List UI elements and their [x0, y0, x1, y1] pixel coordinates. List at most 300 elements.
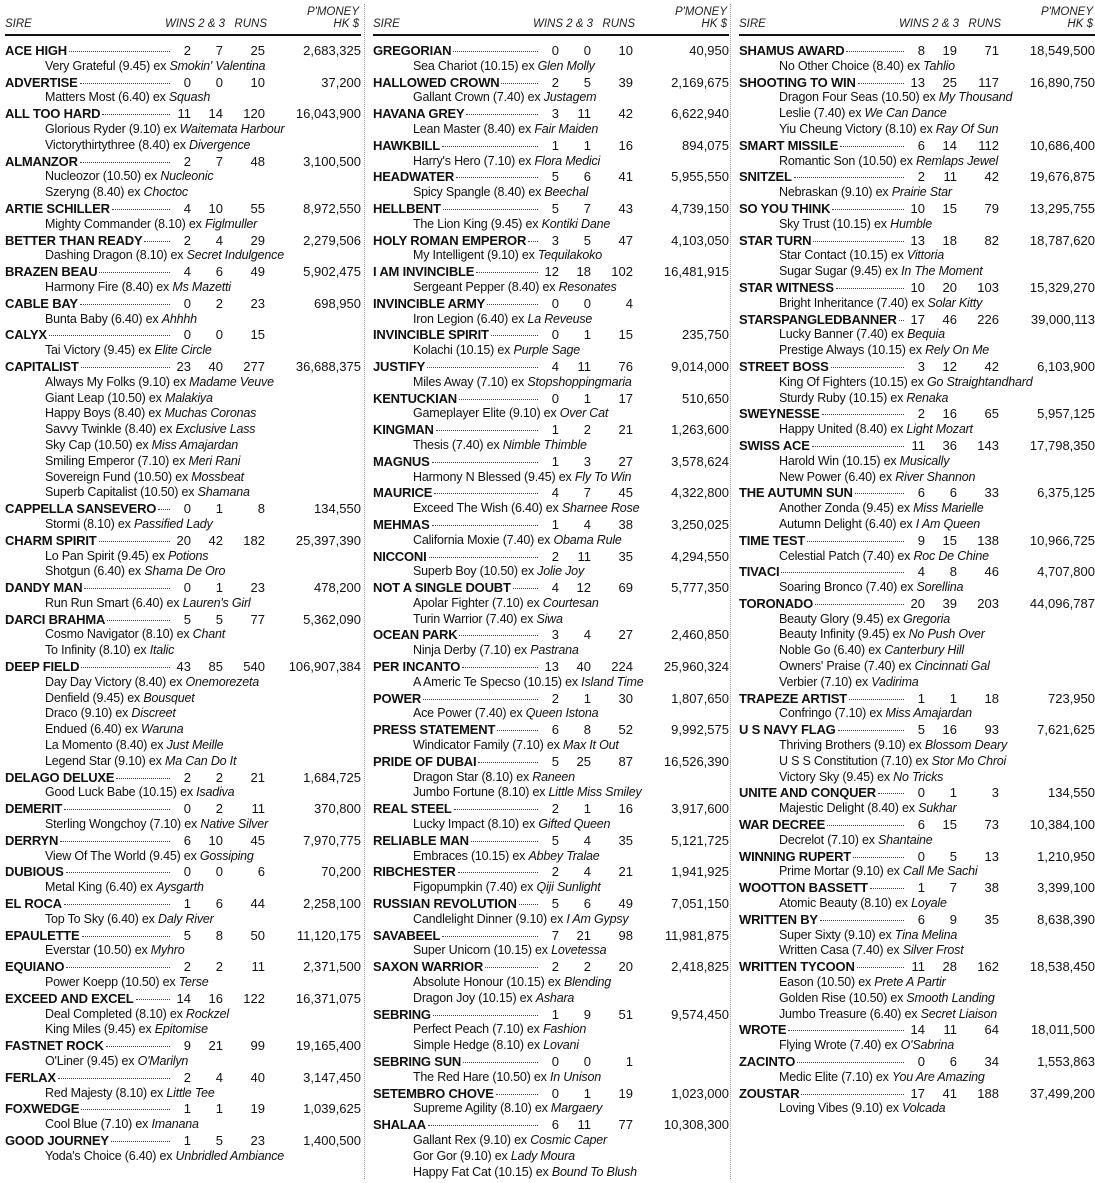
sire-2-and-3: 85	[208, 659, 223, 675]
sire-name: SNITZEL	[739, 169, 792, 185]
progeny-dam: Purple Sage	[513, 343, 581, 358]
progeny-dam: Sharnee Rose	[561, 501, 640, 516]
header-wins: WINS	[532, 18, 563, 30]
progeny-dam: Resonates	[558, 279, 617, 294]
dot-leader	[855, 493, 904, 494]
sire-wins: 11	[177, 106, 191, 122]
sire-name: ZACINTO	[739, 1054, 796, 1069]
progeny-row	[5, 675, 361, 691]
sire-row	[5, 928, 361, 944]
dot-leader	[813, 241, 904, 242]
sire-runs: 35	[618, 548, 633, 564]
progeny-row	[739, 327, 1095, 343]
sire-runs: 23	[250, 1132, 265, 1148]
sire-wins: 0	[551, 295, 559, 311]
header-runs: RUNS	[602, 18, 635, 30]
sire-prizemoney: 1,263,600	[671, 422, 729, 438]
sire-prizemoney: 19,165,400	[295, 1038, 361, 1054]
sire-prizemoney: 15,329,270	[1029, 279, 1095, 295]
progeny-row	[5, 738, 361, 754]
sire-row	[373, 138, 729, 154]
progeny-dam: Lauren's Girl	[182, 595, 251, 610]
progeny-dam: Stor Mo Chroi	[931, 753, 1007, 768]
sire-wins: 2	[551, 74, 559, 90]
sire-wins: 2	[917, 169, 925, 185]
sire-wins: 0	[551, 1085, 559, 1101]
sire-prizemoney: 37,499,200	[1029, 1085, 1095, 1101]
sire-name: SETEMBRO CHOVE	[373, 1085, 494, 1101]
progeny-row	[373, 785, 729, 801]
progeny-name: Decrelot (7.10) ex	[779, 832, 879, 847]
sire-2-and-3: 8	[583, 722, 591, 738]
sire-2-and-3: 1	[583, 390, 591, 406]
sire-row	[373, 627, 729, 643]
dot-leader	[442, 146, 538, 147]
sire-2-and-3: 0	[583, 295, 591, 311]
table-column-3	[739, 4, 1095, 1117]
sire-runs: 38	[618, 516, 633, 532]
sire-row	[5, 1038, 361, 1054]
progeny-name: Dashing Dragon (8.10) ex	[45, 248, 187, 263]
progeny-row	[373, 312, 729, 328]
sire-row	[373, 754, 729, 770]
sire-row	[373, 454, 729, 470]
progeny-dam: Secret Indulgence	[186, 248, 284, 263]
dot-leader	[434, 493, 538, 494]
sire-prizemoney: 10,308,300	[663, 1117, 729, 1133]
progeny-dam: Renaka	[906, 390, 949, 405]
sire-runs: 16	[618, 801, 633, 817]
dot-leader	[870, 888, 904, 889]
progeny-row	[5, 643, 361, 659]
sire-name: SMART MISSILE	[739, 137, 839, 153]
sire-wins: 23	[176, 358, 191, 374]
progeny-row	[739, 833, 1095, 849]
sire-2-and-3: 6	[215, 896, 223, 912]
progeny-dam: Discreet	[131, 706, 176, 721]
sire-name: ADVERTISE	[5, 74, 78, 90]
progeny-name: The Red Hare (10.50) ex	[413, 1069, 550, 1084]
sire-name: PER INCANTO	[373, 659, 461, 675]
sire-runs: 50	[250, 927, 265, 943]
progeny-name: Sovereign Fund (10.50) ex	[45, 469, 192, 484]
sire-prizemoney: 18,538,450	[1029, 959, 1095, 975]
progeny-dam: Muchas Coronas	[164, 406, 257, 421]
progeny-row	[739, 1007, 1095, 1023]
progeny-dam: Lady Moura	[510, 1148, 575, 1163]
sire-prizemoney: 510,650	[682, 390, 729, 406]
sire-row	[5, 801, 361, 817]
progeny-dam: Ma Can Do It	[164, 753, 237, 768]
sire-prizemoney: 8,638,390	[1037, 911, 1095, 927]
sire-prizemoney: 36,688,375	[295, 358, 361, 374]
sire-wins: 6	[917, 485, 925, 501]
sire-runs: 51	[618, 1006, 633, 1022]
progeny-name: Prime Mortar (9.10) ex	[779, 864, 903, 879]
sire-runs: 48	[250, 153, 265, 169]
header-2-and-3: 2 & 3	[566, 18, 593, 30]
progeny-name: Majestic Delight (8.40) ex	[779, 801, 919, 816]
progeny-row	[373, 1022, 729, 1038]
progeny-dam: Daly River	[158, 911, 214, 926]
progeny-row	[373, 248, 729, 264]
sire-name: PRIDE OF DUBAI	[373, 753, 477, 769]
sire-row	[739, 201, 1095, 217]
progeny-row	[739, 59, 1095, 75]
sire-wins: 4	[551, 358, 559, 374]
sire-runs: 77	[250, 611, 265, 627]
sire-runs: 25	[250, 43, 265, 58]
sire-row	[373, 864, 729, 880]
sire-name: SO YOU THINK	[739, 200, 831, 216]
sire-prizemoney: 18,787,620	[1029, 232, 1095, 248]
progeny-name: King Of Fighters (10.15) ex	[779, 374, 927, 389]
dot-leader	[429, 557, 539, 558]
progeny-dam: Divergence	[189, 137, 251, 152]
sire-row	[373, 549, 729, 565]
dot-leader	[136, 999, 170, 1000]
progeny-dam: Shamana	[197, 485, 250, 500]
progeny-dam: La Reveuse	[527, 311, 593, 326]
sire-runs: 73	[984, 817, 999, 833]
sire-2-and-3: 1	[583, 1085, 591, 1101]
progeny-row	[5, 185, 361, 201]
progeny-row	[373, 438, 729, 454]
progeny-row	[373, 943, 729, 959]
progeny-dam: Raneen	[532, 769, 575, 784]
progeny-name: Superb Capitalist (10.50) ex	[45, 485, 198, 500]
sire-2-and-3: 40	[576, 659, 591, 675]
progeny-row	[373, 470, 729, 486]
sire-name: OCEAN PARK	[373, 627, 458, 643]
dot-leader	[84, 588, 170, 589]
sire-name: EPAULETTE	[5, 927, 80, 943]
sire-2-and-3: 0	[583, 43, 591, 58]
sire-row	[739, 280, 1095, 296]
sire-prizemoney: 723,950	[1048, 690, 1095, 706]
dot-leader	[60, 841, 170, 842]
sire-name: HEADWATER	[373, 169, 455, 185]
column-divider	[364, 4, 365, 1179]
progeny-row	[5, 1117, 361, 1133]
sire-runs: 188	[977, 1085, 999, 1101]
progeny-name: Perfect Peach (7.10) ex	[413, 1022, 543, 1037]
sire-wins: 6	[551, 722, 559, 738]
sire-row	[739, 912, 1095, 928]
sire-row	[5, 233, 361, 249]
sire-runs: 8	[257, 501, 265, 517]
sire-row	[373, 233, 729, 249]
sire-row	[5, 770, 361, 786]
progeny-row	[739, 90, 1095, 106]
progeny-dam: Canterbury Hill	[884, 643, 964, 658]
sire-row	[739, 169, 1095, 185]
progeny-name: Thriving Brothers (9.10) ex	[779, 738, 925, 753]
sire-2-and-3: 19	[942, 43, 957, 58]
progeny-row	[739, 296, 1095, 312]
sire-row	[5, 154, 361, 170]
dot-leader	[812, 446, 904, 447]
progeny-name: Yoda's Choice (6.40) ex	[45, 1148, 176, 1163]
sire-2-and-3: 1	[583, 137, 591, 153]
dot-leader	[433, 1015, 538, 1016]
sire-row	[739, 406, 1095, 422]
sire-row	[739, 1086, 1095, 1102]
progeny-row	[739, 627, 1095, 643]
sire-prizemoney: 5,955,550	[671, 169, 729, 185]
sire-row	[739, 359, 1095, 375]
progeny-dam: Potions	[168, 548, 209, 563]
sire-row	[373, 169, 729, 185]
progeny-dam: Waruna	[140, 722, 184, 737]
progeny-row	[373, 770, 729, 786]
header-runs: RUNS	[968, 18, 1001, 30]
progeny-name: Beauty Glory (9.45) ex	[779, 611, 903, 626]
sire-2-and-3: 15	[942, 200, 957, 216]
sire-wins: 11	[911, 959, 925, 975]
progeny-dam: Shama De Oro	[144, 564, 226, 579]
dot-leader	[807, 541, 904, 542]
progeny-dam: Tequilakoko	[537, 248, 602, 263]
sire-name: RIBCHESTER	[373, 864, 456, 880]
dot-leader	[836, 288, 904, 289]
sire-wins: 2	[551, 548, 559, 564]
sire-name: MEHMAS	[373, 516, 430, 532]
sire-runs: 87	[618, 753, 633, 769]
progeny-dam: Isadiva	[196, 785, 235, 800]
dot-leader	[66, 967, 170, 968]
sire-row	[739, 312, 1095, 328]
sire-row	[373, 722, 729, 738]
sire-prizemoney: 3,147,450	[303, 1069, 361, 1085]
progeny-name: Romantic Son (10.50) ex	[779, 153, 916, 168]
sire-name: TRAPEZE ARTIST	[739, 690, 847, 706]
progeny-dam: Mossbeat	[191, 469, 244, 484]
progeny-name: Beauty Infinity (9.45) ex	[779, 627, 909, 642]
sire-runs: 82	[984, 232, 999, 248]
sire-runs: 69	[618, 580, 633, 596]
dot-leader	[899, 320, 904, 321]
progeny-name: Victorythirtythree (8.40) ex	[45, 137, 190, 152]
sire-prizemoney: 698,950	[314, 295, 361, 311]
sire-name: HAVANA GREY	[373, 106, 465, 122]
progeny-dam: Waitemata Harbour	[179, 121, 285, 136]
dot-leader	[81, 667, 170, 668]
table-header	[5, 4, 361, 36]
sire-row	[373, 359, 729, 375]
progeny-dam: Tina Melina	[894, 927, 958, 942]
sire-wins: 2	[917, 406, 925, 422]
progeny-dam: Call Me Sachi	[902, 864, 978, 879]
sire-runs: 46	[984, 564, 999, 580]
sire-2-and-3: 7	[949, 880, 957, 896]
sire-runs: 64	[984, 1022, 999, 1038]
dot-leader	[513, 588, 538, 589]
progeny-name: Jumbo Fortune (8.10) ex	[413, 785, 549, 800]
dot-leader	[106, 1046, 170, 1047]
sire-prizemoney: 9,992,575	[671, 722, 729, 738]
progeny-row	[5, 343, 361, 359]
sire-2-and-3: 21	[576, 927, 591, 943]
sire-runs: 138	[977, 532, 999, 548]
dot-leader	[423, 699, 538, 700]
sire-prizemoney: 16,526,390	[663, 753, 729, 769]
progeny-row	[373, 1133, 729, 1149]
dot-leader	[442, 936, 538, 937]
sire-wins: 20	[176, 532, 191, 548]
sire-name: TIME TEST	[739, 532, 806, 548]
sire-runs: 34	[984, 1054, 999, 1069]
progeny-dam: Stopshoppingmaria	[527, 374, 632, 389]
progeny-dam: In Unison	[549, 1069, 601, 1084]
progeny-row	[5, 849, 361, 865]
sire-runs: 224	[611, 659, 633, 675]
progeny-dam: Bound To Blush	[551, 1164, 637, 1179]
sire-row	[373, 659, 729, 675]
sire-name: ARTIE SCHILLER	[5, 200, 110, 216]
sire-wins: 14	[910, 1022, 925, 1038]
sire-2-and-3: 11	[577, 548, 591, 564]
sire-prizemoney: 8,972,550	[303, 200, 361, 216]
dot-leader	[878, 793, 904, 794]
progeny-name: Stormi (8.10) ex	[45, 516, 134, 531]
progeny-row	[739, 943, 1095, 959]
sire-name: WINNING RUPERT	[739, 848, 852, 864]
progeny-dam: Squash	[168, 90, 211, 105]
sire-wins: 1	[183, 896, 191, 912]
sire-2-and-3: 40	[208, 358, 223, 374]
dot-leader	[838, 730, 904, 731]
progeny-row	[5, 59, 361, 75]
progeny-dam: Prairie Star	[891, 185, 952, 200]
dot-leader	[820, 920, 904, 921]
sire-2-and-3: 4	[583, 516, 591, 532]
progeny-dam: Secret Liaison	[920, 1006, 998, 1021]
table-header	[373, 4, 729, 36]
progeny-row	[5, 122, 361, 138]
sire-row	[373, 1007, 729, 1023]
progeny-row	[739, 343, 1095, 359]
progeny-name: Spicy Spangle (8.40) ex	[413, 185, 545, 200]
sire-wins: 0	[551, 327, 559, 343]
sire-list	[5, 36, 361, 1165]
dot-leader	[66, 872, 170, 873]
sire-2-and-3: 4	[583, 832, 591, 848]
sire-row	[373, 1117, 729, 1133]
sire-2-and-3: 0	[215, 864, 223, 880]
sire-wins: 6	[551, 1117, 559, 1133]
progeny-row	[5, 375, 361, 391]
sire-wins: 0	[917, 785, 925, 801]
sire-2-and-3: 2	[215, 959, 223, 975]
progeny-row	[373, 406, 729, 422]
sire-runs: 19	[250, 1101, 265, 1117]
progeny-dam: Siwa	[536, 611, 563, 626]
progeny-row	[5, 90, 361, 106]
sire-prizemoney: 7,970,775	[303, 832, 361, 848]
sire-prizemoney: 18,549,500	[1029, 43, 1095, 58]
sire-row	[5, 296, 361, 312]
sire-wins: 0	[551, 390, 559, 406]
progeny-row	[739, 770, 1095, 786]
dot-leader	[428, 1125, 538, 1126]
progeny-name: Run Run Smart (6.40) ex	[45, 595, 183, 610]
sire-runs: 182	[243, 532, 265, 548]
sire-prizemoney: 1,941,925	[671, 864, 729, 880]
sire-2-and-3: 11	[943, 169, 957, 185]
sire-wins: 8	[917, 43, 925, 58]
progeny-name: California Moxie (7.40) ex	[413, 532, 554, 547]
sire-wins: 0	[183, 327, 191, 343]
dot-leader	[454, 809, 538, 810]
progeny-dam: Roc De Chine	[913, 548, 989, 563]
sire-prizemoney: 5,362,090	[303, 611, 361, 627]
progeny-name: Day Day Victory (8.40) ex	[45, 674, 186, 689]
sire-2-and-3: 14	[208, 106, 223, 122]
progeny-dam: Little Tee	[166, 1085, 215, 1100]
header-sire: SIRE	[739, 18, 766, 30]
sire-2-and-3: 11	[943, 1022, 957, 1038]
progeny-dam: Qiji Sunlight	[536, 880, 601, 895]
sire-prizemoney: 6,103,900	[1037, 358, 1095, 374]
sire-wins: 4	[551, 580, 559, 596]
dot-leader	[456, 177, 538, 178]
sire-name: FASTNET ROCK	[5, 1038, 104, 1054]
sire-row	[5, 896, 361, 912]
progeny-name: Sugar Sugar (9.45) ex	[779, 264, 902, 279]
progeny-name: La Momento (8.40) ex	[45, 738, 167, 753]
sire-runs: 122	[243, 990, 265, 1006]
progeny-row	[373, 343, 729, 359]
sire-2-and-3: 18	[576, 264, 591, 280]
progeny-row	[5, 1149, 361, 1165]
sire-name: POWER	[373, 690, 422, 706]
dot-leader	[427, 367, 538, 368]
progeny-name: To Infinity (8.10) ex	[45, 643, 150, 658]
sire-2-and-3: 9	[583, 1006, 591, 1022]
sire-runs: 15	[618, 327, 633, 343]
progeny-name: Szeryng (8.40) ex	[45, 185, 144, 200]
progeny-name: Noble Go (6.40) ex	[779, 643, 885, 658]
sire-2-and-3: 28	[942, 959, 957, 975]
sire-wins: 4	[551, 485, 559, 501]
progeny-name: Always My Folks (9.10) ex	[45, 374, 190, 389]
sire-wins: 6	[917, 137, 925, 153]
sire-wins: 0	[183, 295, 191, 311]
sire-wins: 5	[183, 927, 191, 943]
dot-leader	[822, 414, 904, 415]
progeny-name: Harold Win (10.15) ex	[779, 453, 900, 468]
sire-name: STARSPANGLEDBANNER	[739, 311, 897, 327]
progeny-dam: Miss Amajardan	[151, 437, 239, 452]
progeny-dam: Smooth Landing	[906, 990, 995, 1005]
sire-runs: 143	[977, 437, 999, 453]
sire-prizemoney: 16,481,915	[663, 264, 729, 280]
sire-prizemoney: 3,100,500	[303, 153, 361, 169]
sire-prizemoney: 2,683,325	[303, 43, 361, 58]
sire-prizemoney: 25,960,324	[663, 659, 729, 675]
progeny-name: Gallant Crown (7.40) ex	[413, 90, 544, 105]
sire-row	[373, 296, 729, 312]
sire-name: TORONADO	[739, 595, 813, 611]
progeny-dam: Go Straightandhard	[926, 374, 1033, 389]
progeny-name: The Lion King (9.45) ex	[413, 216, 542, 231]
progeny-name: Yiu Cheung Victory (8.10) ex	[779, 121, 936, 136]
sire-prizemoney: 10,384,100	[1029, 817, 1095, 833]
sire-2-and-3: 6	[215, 264, 223, 280]
table-column-2	[373, 4, 729, 1180]
progeny-name: Owners' Praise (7.40) ex	[779, 659, 915, 674]
